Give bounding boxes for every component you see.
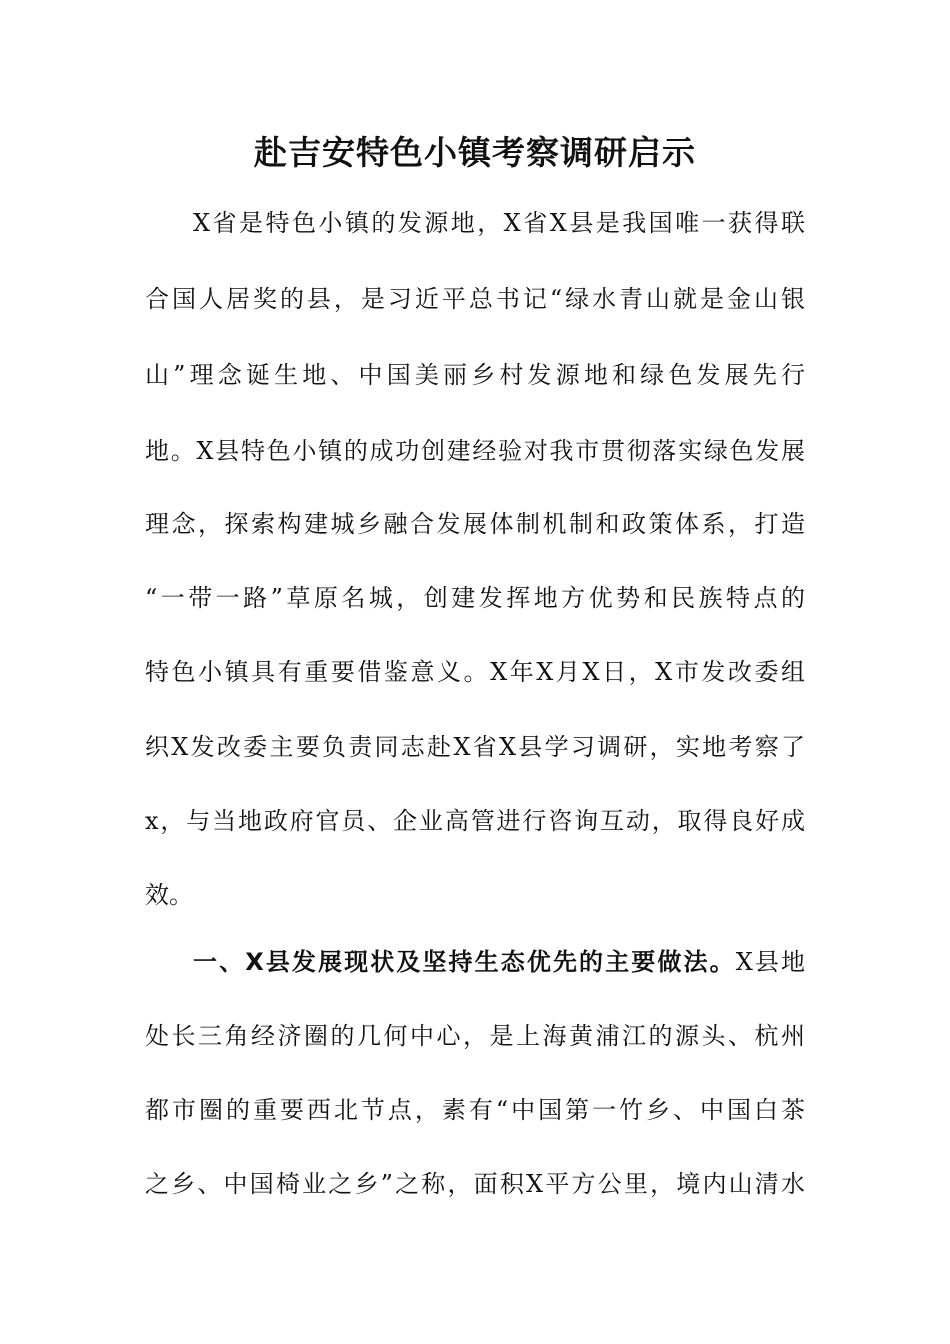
text-line: 特色小镇具有重要借鉴意义。X年X月X日，X市发改委组 (145, 658, 805, 686)
text-line: 地。X县特色小镇的成功创建经验对我市贯彻落实绿色发展 (145, 437, 805, 465)
text-line: 都市圈的重要西北节点，素有“中国第一竹乡、中国白茶 (145, 1096, 805, 1124)
text-line: 合国人居奖的县，是习近平总书记“绿水青山就是金山银 (145, 285, 805, 313)
section-heading: 一、X县发展现状及坚持生态优先的主要做法。 (193, 948, 736, 976)
text-line: 之乡、中国椅业之乡”之称，面积X平方公里，境内山清水 (145, 1170, 805, 1198)
section-heading-line (193, 942, 805, 982)
text-line: 效。 (145, 881, 193, 909)
text-line: X省是特色小镇的发源地，X省X县是我国唯一获得联 (193, 209, 805, 237)
section-heading-rest: X县地 (735, 948, 805, 976)
document-title: 赴吉安特色小镇考察调研启示 (254, 133, 696, 172)
text-line: x，与当地政府官员、企业高管进行咨询互动，取得良好成 (145, 807, 805, 835)
text-line: “一带一路”草原名城，创建发挥地方优势和民族特点的 (145, 584, 805, 612)
text-line: 织X发改委主要负责同志赴X省X县学习调研，实地考察了 (145, 733, 805, 761)
text-line: 山”理念诞生地、中国美丽乡村发源地和绿色发展先行 (145, 361, 805, 389)
text-line: 理念，探索构建城乡融合发展体制机制和政策体系，打造 (145, 510, 805, 538)
text-line: 处长三角经济圈的几何中心，是上海黄浦江的源头、杭州 (145, 1022, 805, 1050)
